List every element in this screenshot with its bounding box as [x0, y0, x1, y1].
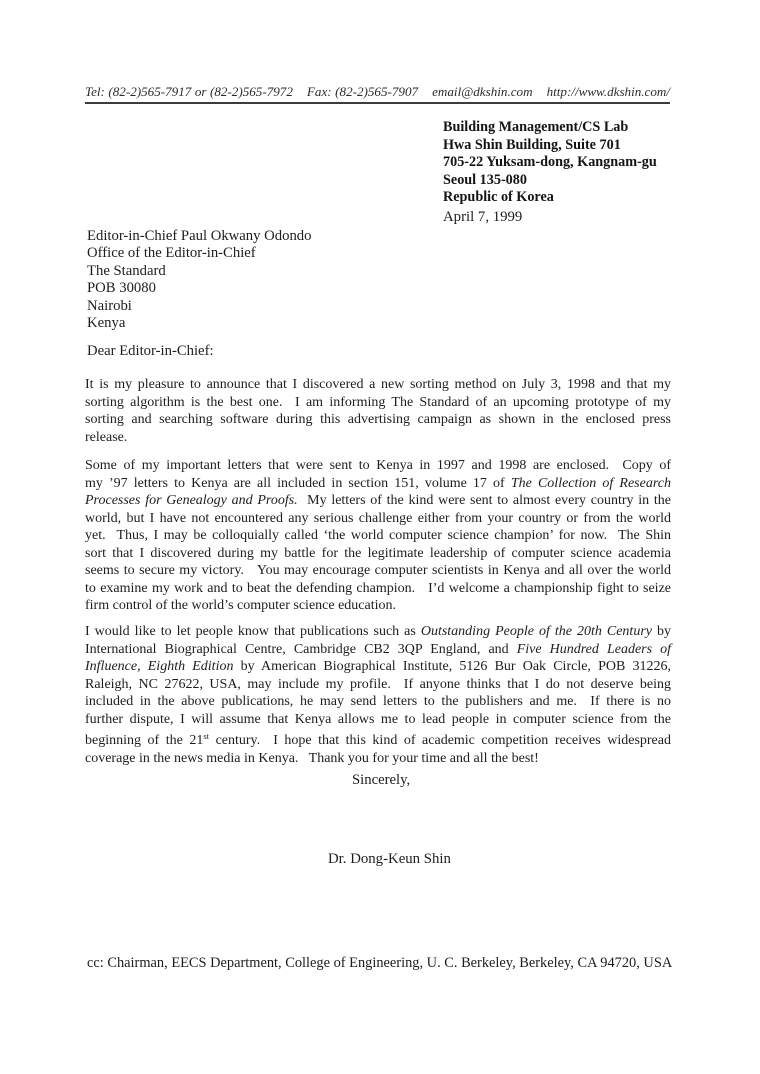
body-line: It is my pleasure to announce that I discovered a new sorting method on July 3, 1998 and that my: [85, 377, 671, 392]
body-line: further dispute, I will assume that Kenya allows me to lead people in computer science from the: [85, 711, 671, 727]
paragraph-announcement: [85, 376, 671, 446]
date-line: April 7, 1999: [443, 209, 523, 225]
body-line: my ’97 letters to Kenya are all included in section 151, volume 17 of The Collection of Research: [85, 475, 671, 491]
body-line: I would like to let people know that publications such as Outstanding People of the 20th Century by: [85, 624, 671, 639]
paragraph-letters-and-champion: [85, 457, 671, 615]
signature-name: Dr. Dong-Keun Shin: [328, 851, 451, 867]
valediction: Sincerely,: [352, 772, 411, 788]
body-line: Processes for Genealogy and Proofs. My letters of the kind were sent to almost every country in the: [85, 493, 672, 508]
body-line: firm control of the world’s computer science education.: [85, 598, 397, 613]
recipient-address-block: [87, 228, 311, 332]
body-line: release.: [85, 429, 128, 445]
body-line: yet. Thus, I may be colloquially called ‘the world computer science champion’ for now. The Shin: [85, 528, 671, 543]
address-line: Office of the Editor-in-Chief: [87, 245, 256, 262]
body-line: sorting algorithm is the best one. I am informing The Standard of an upcoming prototype of my: [85, 394, 671, 410]
body-line: beginning of the 21st century. I hope that this kind of academic competition receives widespread: [85, 731, 671, 748]
body-line: sorting and searching software during this advertising campaign as shown in the enclosed press: [85, 412, 671, 427]
address-line: Hwa Shin Building, Suite 701: [443, 136, 621, 153]
address-line: Editor-in-Chief Paul Okwany Odondo: [87, 228, 312, 244]
letterhead-contact-text: Tel: (82-2)565-7917 or (82-2)565-7972 Fax: (82-2)565-7907 email@dkshin.com http://www.dkshin.com/: [85, 84, 670, 104]
body-line: International Biographical Centre, Cambridge CB2 3QP England, and Five Hundred Leaders of: [85, 641, 672, 657]
body-line: Influence, Eighth Edition by American Biographical Institute, 5126 Bur Oak Circle, POB 31226,: [85, 659, 671, 674]
superscript: st: [203, 731, 210, 741]
address-line: Building Management/CS Lab: [443, 119, 629, 135]
body-line: sort that I discovered during my battle for the legitimate leadership of computer science academia: [85, 545, 671, 561]
salutation: Dear Editor-in-Chief:: [87, 343, 214, 359]
address-line: Seoul 135-080: [443, 171, 527, 188]
body-line: Raleigh, NC 27622, USA, may include my profile. If anyone thinks that I do not deserve being: [85, 676, 671, 692]
address-line: The Standard: [87, 262, 166, 279]
body-line: included in the above publications, he may send letters to the publishers and me. If there is no: [85, 694, 671, 709]
body-line: to examine my work and to beat the defending champion. I’d welcome a championship fight to seize: [85, 580, 671, 596]
paragraph-publications: [85, 623, 671, 767]
cc-line: cc: Chairman, EECS Department, College of Engineering, U. C. Berkeley, Berkeley, CA 94720, USA: [87, 955, 673, 971]
body-line: coverage in the news media in Kenya. Thank you for your time and all the best!: [85, 750, 539, 766]
body-line: seems to secure my victory. You may encourage computer scientists in Kenya and all over the world: [85, 563, 671, 578]
address-line: Nairobi: [87, 297, 132, 314]
sender-address-block: [443, 119, 657, 207]
letterhead-contact-line: [85, 83, 670, 104]
address-line: 705-22 Yuksam-dong, Kangnam-gu: [443, 154, 657, 171]
body-line: Some of my important letters that were sent to Kenya in 1997 and 1998 are enclosed. Copy of: [85, 458, 671, 473]
address-line: POB 30080: [87, 280, 156, 297]
address-line: Kenya: [87, 315, 126, 332]
body-line: world, but I have not encountered any serious challenge either from your country or from the world: [85, 510, 671, 526]
address-line: Republic of Korea: [443, 189, 554, 206]
